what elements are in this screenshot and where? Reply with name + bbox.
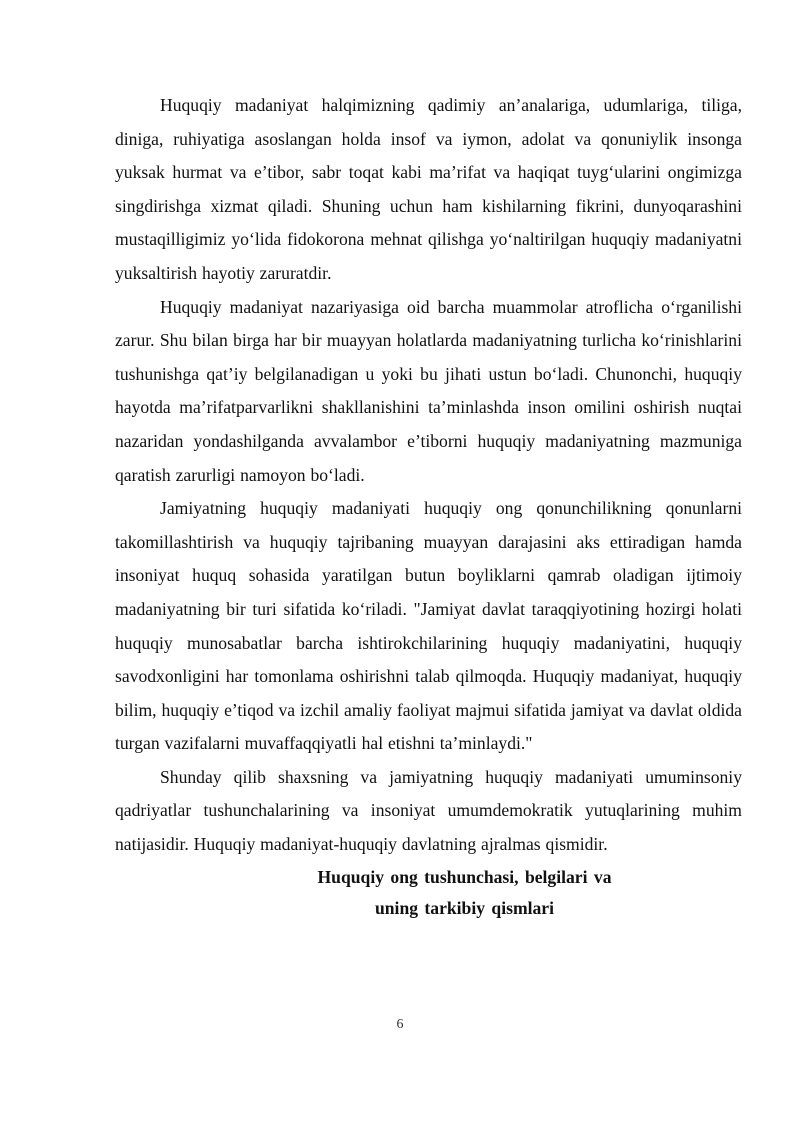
- paragraph-3: Jamiyatning huquqiy madaniyati huquqiy ong qonunchilikning qonunlarni takomillashtirish va huquqiy tajribaning muayyan darajasini aks ettiradigan hamda insoniyat huquq sohasida yaratilgan butun boyliklarni qamrab oladigan ijtimoiy madaniyatning bir turi sifatida ko‘riladi. "Jamiyat davlat taraqqiyotining hozirgi holati huquqiy munosabatlar barcha ishtirokchilarining huquqiy madaniyatini, huquqiy savodxonligini har tomonlama oshirishni talab qilmoqda. Huquqiy madaniyat, huquqiy bilim, huquqiy e’tiqod va izchil amaliy faoliyat majmui sifatida jamiyat va davlat oldida turgan vazifalarni muvaffaqqiyatli hal etishni ta’minlaydi.": [115, 498, 742, 754]
- section-heading-line-2: uning tarkibiy qismlari: [374, 897, 554, 918]
- document-body: [115, 89, 742, 924]
- paragraph-2: Huquqiy madaniyat nazariyasiga oid barcha muammolar atroflicha o‘rganilishi zarur. Shu bilan birga har bir muayyan holatlarda madaniyatning turlicha ko‘rinishlarini tushunishga qat’iy belgilanadigan u yoki bu jihati ustun bo‘ladi. Chunonchi, huquqiy hayotda ma’rifatparvarlikni shakllanishini ta’minlashda inson omilini oshirish nuqtai nazaridan yondashilganda avvalambor e’tiborni huquqiy madaniyatning mazmuniga qaratish zarurligi namoyon bo‘ladi.: [115, 296, 742, 485]
- paragraph-1: Huquqiy madaniyat halqimizning qadimiy an’analariga, udumlariga, tiliga, diniga, ruhiyatiga asoslangan holda insof va iymon, adolat va qonuniylik insonga yuksak hurmat va e’tibor, sabr toqat kabi ma’rifat va haqiqat tuyg‘ularini ongimizga singdirishga xizmat qiladi. Shuning uchun ham kishilarning fikrini, dunyoqarashini mustaqilligimiz yo‘lida fidokorona mehnat qilishga yo‘naltirilgan huquqiy madaniyatni yuksaltirish hayotiy zaruratdir.: [115, 95, 742, 283]
- page-number: 6: [396, 1017, 404, 1032]
- paragraph-4: Shunday qilib shaxsning va jamiyatning huquqiy madaniyati umuminsoniy qadriyatlar tushunchalarining va insoniyat umumdemokratik yutuqlarining muhim natijasidir. Huquqiy madaniyat-huquqiy davlatning ajralmas qismidir.: [115, 766, 742, 855]
- section-heading-line-1: Huquqiy ong tushunchasi, belgilari va: [317, 866, 612, 887]
